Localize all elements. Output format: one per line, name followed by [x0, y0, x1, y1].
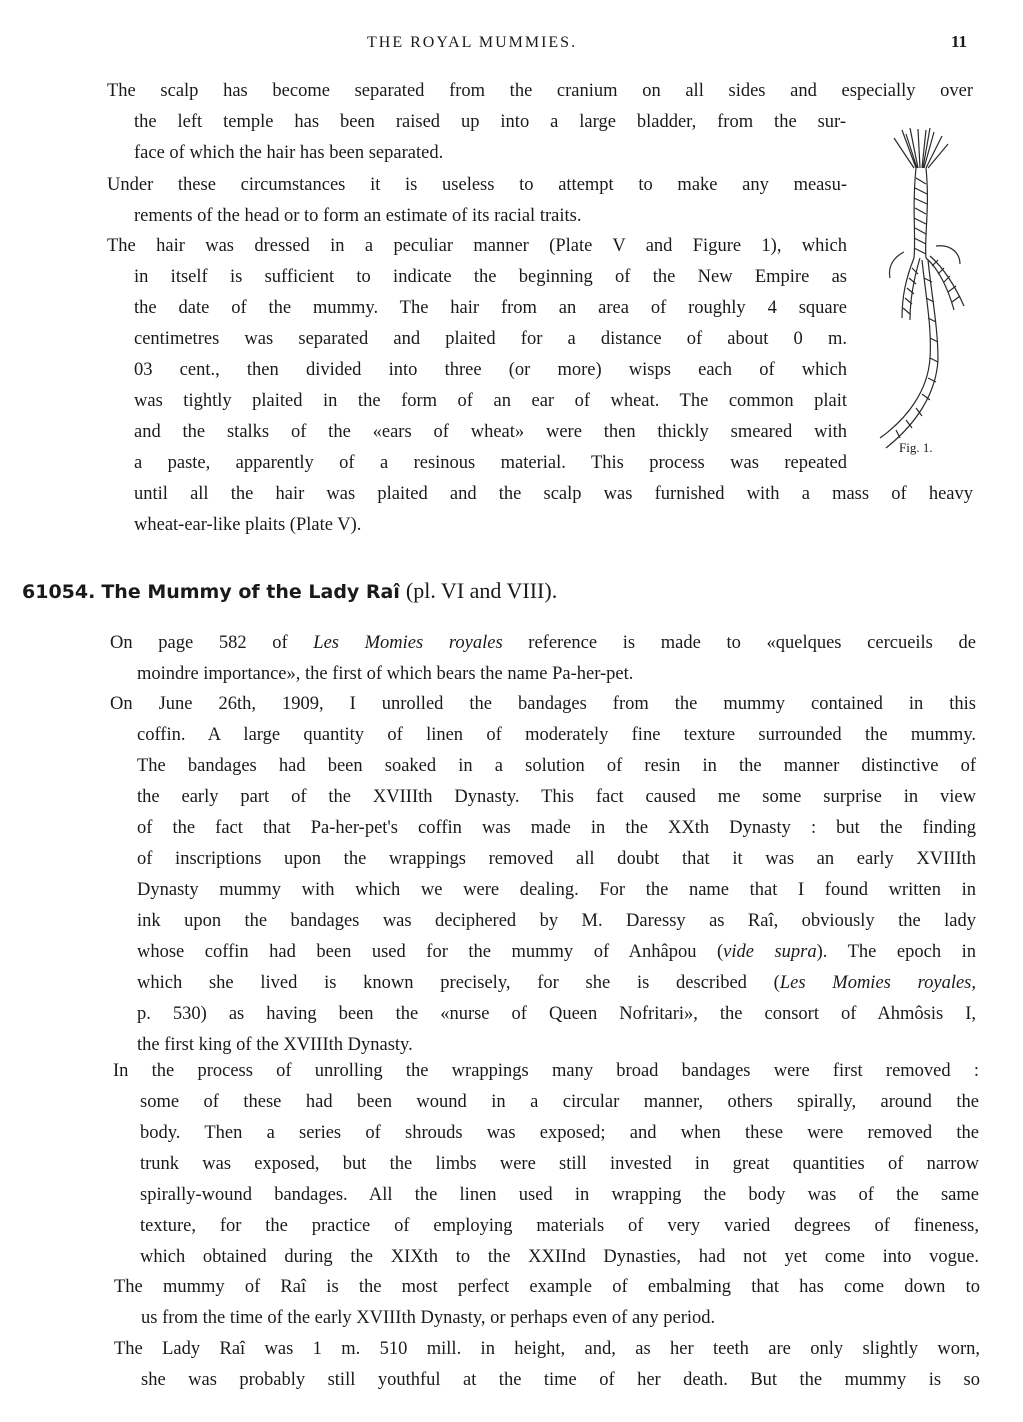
text-line: The hair was dressed in a peculiar manner (Plate V and Figure 1), which	[107, 236, 847, 256]
section-title: The Mummy of the Lady Raî	[101, 581, 400, 603]
text-line: in itself is sufficient to indicate the beginning of the New Empire as	[134, 267, 847, 287]
figure-caption: Fig. 1.	[899, 440, 933, 455]
text-line: some of these had been wound in a circular manner, others spirally, around the	[140, 1092, 979, 1112]
text-line: and the stalks of the «ears of wheat» were then thickly smeared with	[134, 422, 847, 442]
text-line: of inscriptions upon the wrappings removed all doubt that it was an early XVIIIth	[137, 849, 976, 869]
text-line: face of which the hair has been separated.	[134, 143, 444, 163]
text-span: reference is made to «quelques cercueils de	[502, 633, 976, 653]
text-line: moindre importance», the first of which bears the name Pa-her-pet.	[137, 664, 634, 684]
text-line: The mummy of Raî is the most perfect example of embalming that has come down to	[114, 1277, 980, 1297]
text-line: wheat-ear-like plaits (Plate V).	[134, 515, 362, 535]
plate-reference: (pl. VI and VIII).	[405, 578, 558, 603]
text-line: was tightly plaited in the form of an ear of wheat. The common plait	[134, 391, 847, 411]
text-line: p. 530) as having been the «nurse of Queen Nofritari», the consort of Ahmôsis I,	[137, 1004, 976, 1024]
text-line: In the process of unrolling the wrappings many broad bandages were first removed :	[113, 1061, 979, 1081]
text-line: coffin. A large quantity of linen of moderately fine texture surrounded the mummy.	[137, 725, 976, 745]
paragraph-unrolling	[110, 689, 976, 1061]
text-line: the early part of the XVIIIth Dynasty. This fact caused me some surprise in view	[137, 787, 976, 807]
text-span: ). The epoch in	[816, 942, 976, 962]
italic-title: Les Momies royales,	[779, 973, 977, 993]
text-line: ink upon the bandages was deciphered by M. Daressy as Raî, obviously the lady	[137, 911, 976, 931]
text-span: On page 582 of	[110, 633, 314, 653]
text-line: texture, for the practice of employing materials of very varied degrees of fineness,	[140, 1216, 979, 1236]
paragraph-scalp	[107, 76, 973, 169]
paragraph-perfect-example	[114, 1272, 980, 1334]
text-line: body. Then a series of shrouds was exposed; and when these were removed the	[140, 1123, 979, 1143]
text-line	[137, 968, 976, 999]
text-span: whose coffin had been used for the mummy of Anhâpou (	[137, 942, 724, 962]
italic-title: Les Momies royales	[313, 633, 503, 653]
running-title: THE ROYAL MUMMIES.	[367, 34, 578, 51]
text-line: trunk was exposed, but the limbs were still invested in great quantities of narrow	[140, 1154, 979, 1174]
text-line: the first king of the XVIIIth Dynasty.	[137, 1035, 413, 1055]
paragraph-page-reference	[110, 628, 976, 690]
running-head	[0, 32, 1023, 56]
paragraph-hair	[107, 231, 973, 541]
text-line: until all the hair was plaited and the scalp was furnished with a mass of heavy	[134, 484, 973, 504]
text-line: The bandages had been soaked in a solution of resin in the manner distinctive of	[137, 756, 976, 776]
text-line: which obtained during the XIXth to the XXIInd Dynasties, had not yet come into vogue.	[140, 1247, 979, 1267]
italic-title: vide supra	[723, 942, 817, 962]
text-line: The scalp has become separated from the cranium on all sides and especially over	[107, 81, 973, 101]
catalogue-number: 61054.	[22, 581, 96, 603]
text-span: which she lived is known precisely, for she is described (	[137, 973, 780, 993]
text-line: 03 cent., then divided into three (or more) wisps each of which	[134, 360, 847, 380]
text-line: Dynasty mummy with which we were dealing. For the name that I found written in	[137, 880, 976, 900]
plaited-hair-wisp-illustration	[872, 128, 972, 458]
text-line: the date of the mummy. The hair from an area of roughly 4 square	[134, 298, 847, 318]
paragraph-measurements	[107, 170, 847, 232]
section-heading	[22, 578, 557, 604]
text-line: rements of the head or to form an estimate of its racial traits.	[134, 206, 582, 226]
text-line: of the fact that Pa-her-pet's coffin was made in the XXth Dynasty : but the finding	[137, 818, 976, 838]
text-line	[137, 937, 976, 968]
text-line: the left temple has been raised up into a large bladder, from the sur-	[134, 112, 846, 132]
page-number: 11	[951, 32, 968, 51]
text-line: The Lady Raî was 1 m. 510 mill. in height, and, as her teeth are only slightly worn,	[114, 1339, 980, 1359]
text-line: Under these circumstances it is useless to attempt to make any measu-	[107, 175, 847, 195]
paragraph-wrappings	[113, 1056, 979, 1273]
text-line: On June 26th, 1909, I unrolled the bandages from the mummy contained in this	[110, 694, 976, 714]
text-line: she was probably still youthful at the time of her death. But the mummy is so	[141, 1370, 980, 1390]
text-line: us from the time of the early XVIIIth Dynasty, or perhaps even of any period.	[141, 1308, 716, 1328]
paragraph-height	[114, 1334, 980, 1396]
text-line: spirally-wound bandages. All the linen used in wrapping the body was of the same	[140, 1185, 979, 1205]
text-line	[110, 628, 976, 659]
text-line: a paste, apparently of a resinous material. This process was repeated	[134, 453, 847, 473]
text-line: centimetres was separated and plaited for a distance of about 0 m.	[134, 329, 847, 349]
